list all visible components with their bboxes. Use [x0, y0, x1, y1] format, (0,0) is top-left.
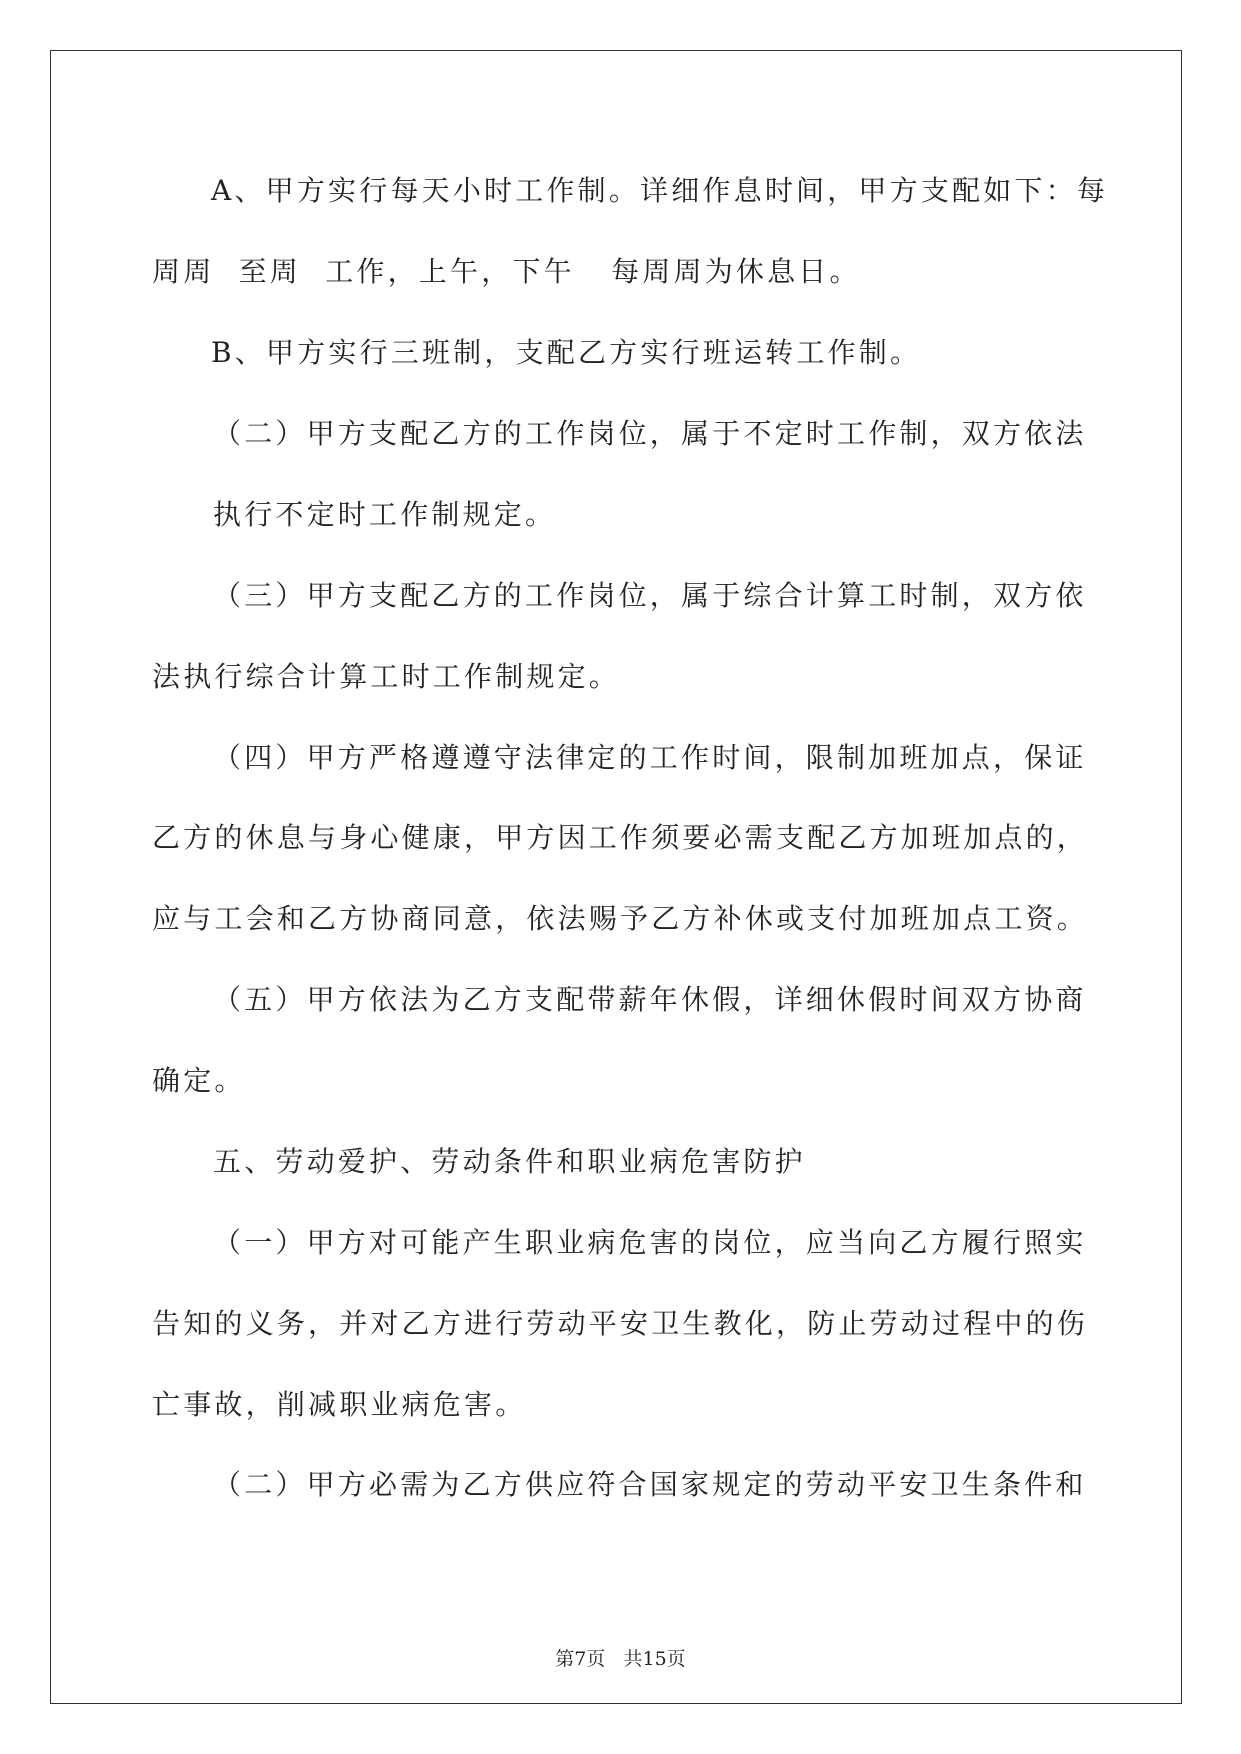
text-line: 乙方的休息与身心健康，甲方因工作须要必需支配乙方加班加点的， [152, 821, 1089, 854]
text-line: 执行不定时工作制规定。 [213, 498, 557, 531]
text-line: 应与工会和乙方协商同意，依法赐予乙方补休或支付加班加点工资。 [152, 902, 1089, 935]
text-line: （三）甲方支配乙方的工作岗位，属于综合计算工时制，双方依 [213, 579, 1087, 612]
text-line: 亡事故，削减职业病危害。 [152, 1388, 527, 1421]
text-line: 周周 至周 工作，上午，下午 每周周为休息日。 [152, 255, 861, 288]
text-line: （四）甲方严格遵遵守法律定的工作时间，限制加班加点，保证 [213, 741, 1087, 774]
text-line: （五）甲方依法为乙方支配带薪年休假，详细休假时间双方协商 [213, 983, 1087, 1016]
text-line: 确定。 [152, 1064, 246, 1097]
text-line: （一）甲方对可能产生职业病危害的岗位，应当向乙方履行照实 [213, 1226, 1087, 1259]
text-line: （二）甲方支配乙方的工作岗位，属于不定时工作制，双方依法 [213, 417, 1087, 450]
page-number-footer: 第7页 共15页 [555, 1648, 686, 1670]
text-line: B、甲方实行三班制，支配乙方实行班运转工作制。 [211, 336, 922, 369]
page-border [50, 50, 1182, 1704]
text-line: A、甲方实行每天小时工作制。详细作息时间，甲方支配如下：每 [211, 174, 1109, 207]
section-heading: 五、劳动爱护、劳动条件和职业病危害防护 [213, 1145, 806, 1178]
text-line: （二）甲方必需为乙方供应符合国家规定的劳动平安卫生条件和 [213, 1468, 1087, 1501]
text-line: 告知的义务，并对乙方进行劳动平安卫生教化，防止劳动过程中的伤 [152, 1307, 1089, 1340]
text-line: 法执行综合计算工时工作制规定。 [152, 660, 621, 693]
